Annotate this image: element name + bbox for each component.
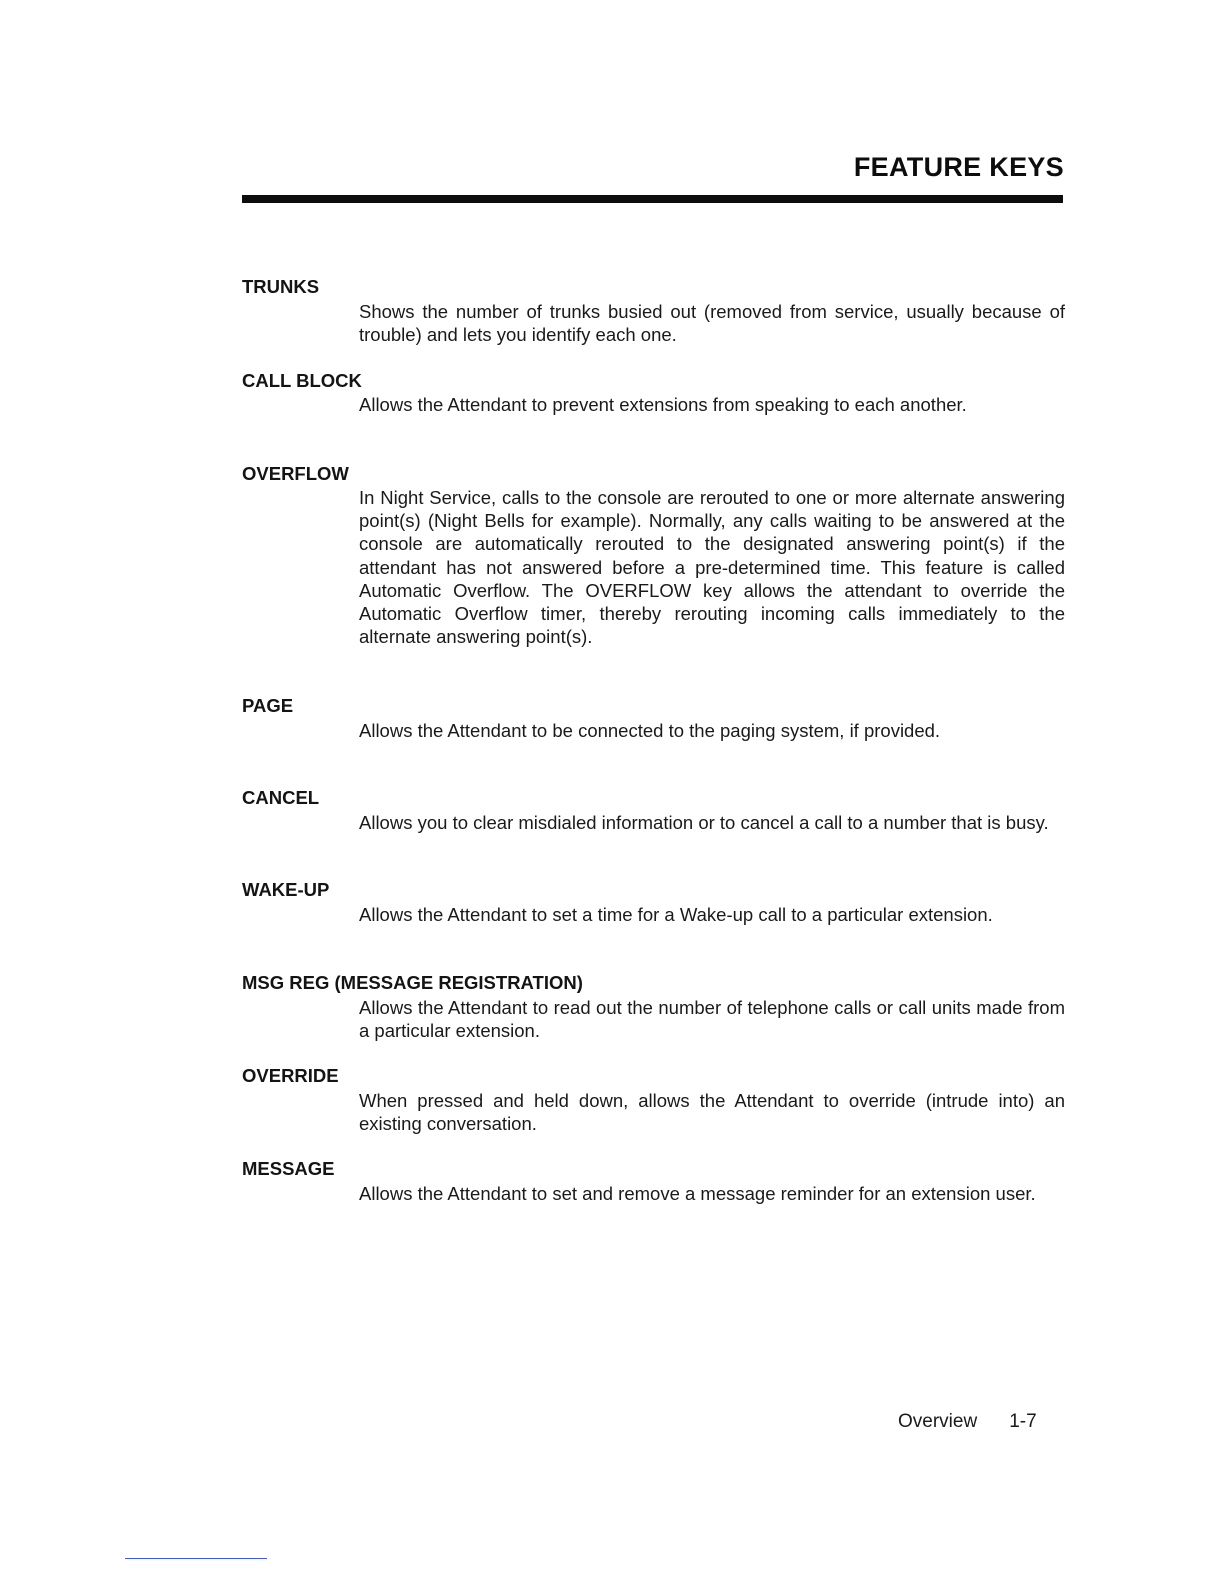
description-msg-reg: Allows the Attendant to read out the number of telephone calls or call units made from a particular extension. [359,997,1065,1042]
term-override: OVERRIDE [242,1065,339,1086]
title-rule [242,195,1063,203]
term-msg-reg: MSG REG (MESSAGE REGISTRATION) [242,972,583,993]
description-page: Allows the Attendant to be connected to the paging system, if provided. [359,720,941,741]
term-message: MESSAGE [242,1158,335,1179]
description-trunks: Shows the number of trunks busied out (removed from service, usually because of trouble) and lets you identify each one. [359,301,1065,346]
term-trunks: TRUNKS [242,276,320,297]
term-overflow: OVERFLOW [242,463,349,484]
page-footer [898,1411,1037,1433]
footer-section: Overview [898,1411,978,1432]
description-message: Allows the Attendant to set and remove a message reminder for an extension user. [359,1183,1036,1204]
term-call-block: CALL BLOCK [242,370,362,391]
term-cancel: CANCEL [242,787,320,808]
term-page: PAGE [242,695,294,716]
footer-page-number: 1-7 [1009,1411,1037,1432]
term-wake-up: WAKE-UP [242,879,330,900]
page-title: FEATURE KEYS [853,152,1064,182]
description-wake-up: Allows the Attendant to set a time for a Wake-up call to a particular extension. [359,904,993,925]
description-cancel: Allows you to clear misdialed information or to cancel a call to a number that is busy. [359,812,1049,833]
scan-artifact-line [125,1558,267,1559]
description-overflow: In Night Service, calls to the console are rerouted to one or more alternate answering point(s) (Night Bells for example). Normally, any calls waiting to be answered at the console are automatically rerouted to the designated answering point(s) if the attendant has not answered before a pre-determined time. This feature is called Automatic Overflow. The OVERFLOW key allows the attendant to override the Automatic Overflow timer, thereby rerouting incoming calls immediately to the alternate answering point(s). [359,487,1065,648]
description-call-block: Allows the Attendant to prevent extensions from speaking to each another. [359,394,967,415]
description-override: When pressed and held down, allows the Attendant to override (intrude into) an existing conversation. [359,1090,1065,1135]
